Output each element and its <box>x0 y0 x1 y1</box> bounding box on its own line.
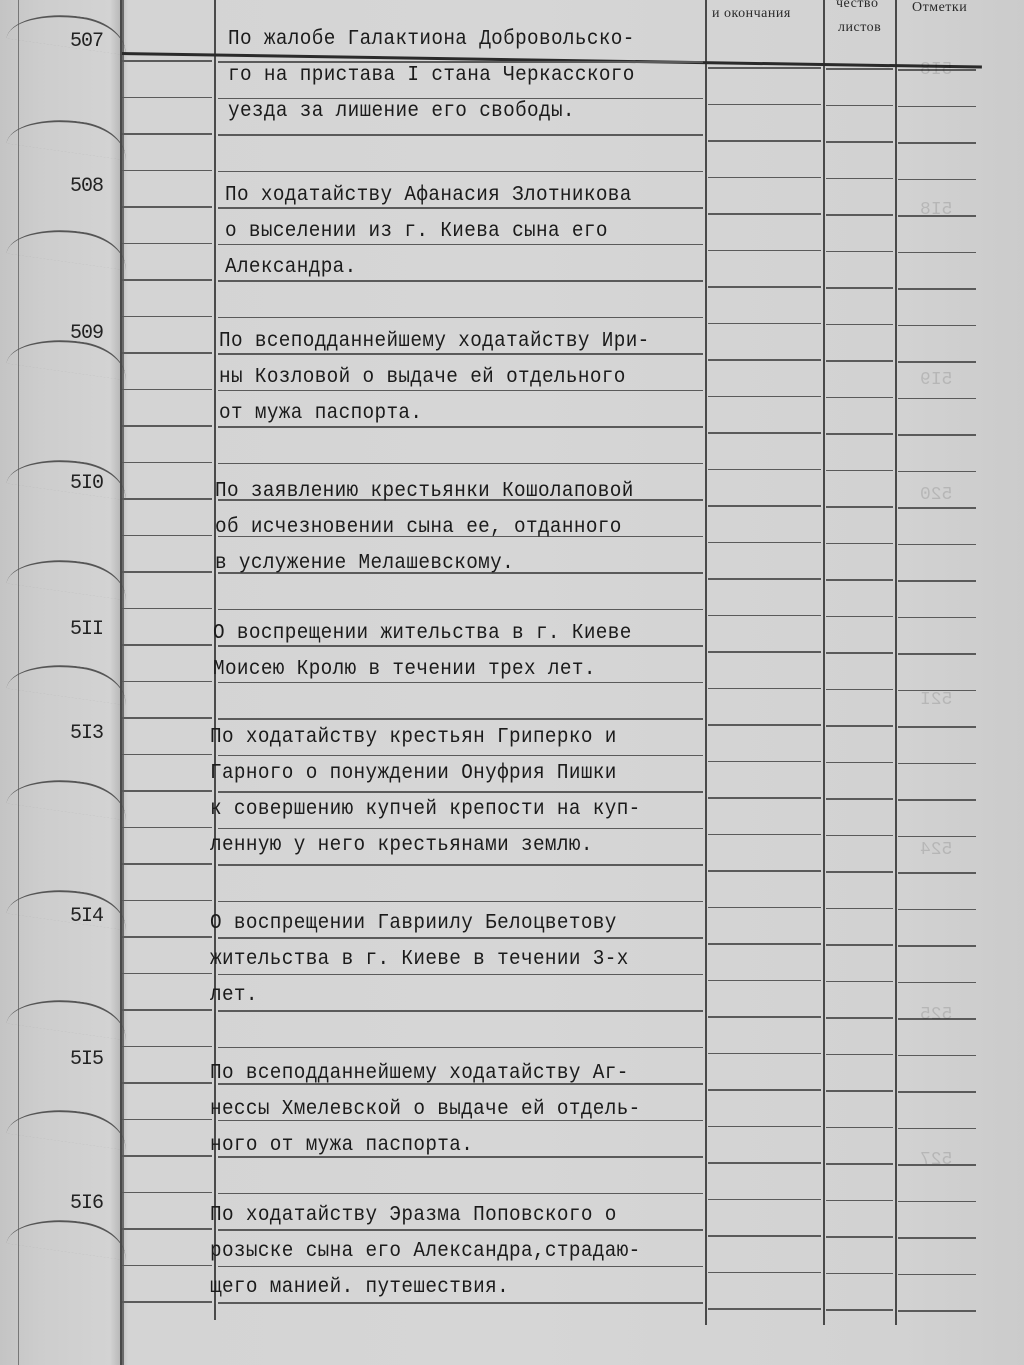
ruled-line <box>122 462 212 464</box>
bleed-through-number: 525 <box>920 1005 953 1025</box>
ruled-line <box>122 827 212 829</box>
ruled-line <box>826 1273 893 1275</box>
entry-line: ны Козловой о выдаче ей отдельного <box>219 366 626 389</box>
ruled-line <box>826 360 893 362</box>
column-rule-number-left <box>120 0 122 1365</box>
ruled-line <box>122 1119 212 1121</box>
ruled-line <box>826 1054 893 1056</box>
entry-line: лет. <box>210 984 258 1007</box>
ruled-line <box>826 1017 893 1019</box>
entry-510 <box>215 476 715 584</box>
ruled-line <box>826 798 893 800</box>
ruled-line <box>122 389 212 391</box>
ruled-line <box>122 279 212 281</box>
ruled-line <box>122 644 212 646</box>
left-leaf-curve <box>6 1212 129 1260</box>
bleed-through-number: 5I8 <box>920 200 953 220</box>
ruled-line <box>122 1228 212 1230</box>
entry-number: 507 <box>70 30 104 53</box>
column-rule-dates-right <box>823 0 825 1325</box>
entry-line: О воспрещении жительства в г. Киеве <box>213 622 632 645</box>
ruled-line <box>122 608 212 610</box>
ruled-line <box>708 615 821 617</box>
bleed-through-number: 524 <box>920 840 953 860</box>
ruled-line <box>826 433 893 435</box>
entry-509 <box>219 326 719 434</box>
bleed-through-number: 520 <box>920 485 953 505</box>
ruled-line <box>218 1193 703 1195</box>
ruled-line <box>826 1127 893 1129</box>
entry-line: нессы Хмелевской о выдаче ей отдель- <box>210 1098 641 1121</box>
entry-line: уезда за лишение его свободы. <box>228 100 575 123</box>
entry-516 <box>210 1200 710 1308</box>
bleed-through-number: 527 <box>920 1150 953 1170</box>
entry-511 <box>213 618 713 690</box>
ruled-line <box>826 543 893 545</box>
entry-line: По ходатайству Афанасия Злотникова <box>225 184 632 207</box>
entry-number: 508 <box>70 175 104 198</box>
ruled-line <box>898 945 976 947</box>
entry-line: к совершению купчей крепости на куп- <box>210 798 641 821</box>
entry-number: 5I4 <box>70 905 104 928</box>
left-leaf-curve <box>6 772 129 820</box>
ruled-line <box>898 799 976 801</box>
ruled-line <box>898 726 976 728</box>
entry-line: Александра. <box>225 256 357 279</box>
ruled-line <box>708 1016 821 1018</box>
entry-line: ного от мужа паспорта. <box>210 1134 474 1157</box>
ruled-line <box>708 688 821 690</box>
ruled-line <box>826 908 893 910</box>
ruled-line <box>826 1090 893 1092</box>
left-leaf-curve <box>6 882 129 930</box>
ruled-line <box>898 1310 976 1312</box>
ruled-line <box>826 1236 893 1238</box>
ruled-line <box>898 872 976 874</box>
ruled-line <box>826 725 893 727</box>
ruled-line <box>218 171 703 173</box>
ruled-line <box>122 1009 212 1011</box>
entry-507 <box>228 24 728 132</box>
ruled-line <box>122 681 212 683</box>
ruled-line <box>122 717 212 719</box>
ruled-line <box>708 907 821 909</box>
column-rule-sheets-right <box>895 0 897 1325</box>
ruled-line <box>708 724 821 726</box>
ruled-line <box>708 651 821 653</box>
ruled-line <box>826 506 893 508</box>
header-dates: и окончания <box>712 6 791 21</box>
entry-line: Моисею Кролю в течении трех лет. <box>213 658 596 681</box>
ruled-line <box>826 397 893 399</box>
ruled-line <box>826 287 893 289</box>
ruled-line <box>826 981 893 983</box>
ruled-line <box>826 689 893 691</box>
ruled-line <box>898 1091 976 1093</box>
entry-514 <box>210 908 710 1016</box>
ruled-line <box>898 653 976 655</box>
ruled-line <box>898 325 976 327</box>
ruled-line <box>122 1301 212 1303</box>
ruled-line <box>122 900 212 902</box>
ruled-line <box>122 206 212 208</box>
entry-line: об исчезновении сына ее, отданного <box>215 516 622 539</box>
entry-number: 5I6 <box>70 1192 104 1215</box>
bleed-through-number: 5I9 <box>920 370 953 390</box>
entry-line: По ходатайству Эразма Поповского о <box>210 1204 617 1227</box>
ruled-line <box>708 797 821 799</box>
entry-number: 5I5 <box>70 1048 104 1071</box>
header-notes: Отметки <box>912 0 968 15</box>
ruled-line <box>122 754 212 756</box>
ruled-line <box>826 579 893 581</box>
left-page-fold <box>0 0 124 1365</box>
ruled-line <box>826 871 893 873</box>
ruled-line <box>708 396 821 398</box>
ruled-line <box>122 571 212 573</box>
ruled-line <box>122 1192 212 1194</box>
ruled-line <box>898 982 976 984</box>
ruled-line <box>122 790 212 792</box>
entry-line: О воспрещении Гавриилу Белоцветову <box>210 912 617 935</box>
ruled-line <box>122 973 212 975</box>
ruled-line <box>898 1128 976 1130</box>
ruled-line <box>826 141 893 143</box>
header-sheets-1: чество <box>836 0 879 11</box>
ruled-line <box>122 1046 212 1048</box>
ruled-line <box>218 901 703 903</box>
ruled-line <box>826 214 893 216</box>
ruled-line <box>122 425 212 427</box>
left-leaf-curve <box>6 222 129 270</box>
ruled-line <box>218 609 703 611</box>
entry-line: от мужа паспорта. <box>219 402 423 425</box>
entry-line: щего манией. путешествия. <box>210 1276 510 1299</box>
ruled-line <box>122 316 212 318</box>
ruled-line <box>122 243 212 245</box>
ruled-line <box>898 142 976 144</box>
entry-508 <box>225 180 725 288</box>
ruled-line <box>826 616 893 618</box>
left-leaf-curve <box>6 1102 129 1150</box>
entry-line: го на пристава I стана Черкасского <box>228 64 635 87</box>
ruled-line <box>826 835 893 837</box>
ruled-line <box>898 398 976 400</box>
ruled-line <box>826 762 893 764</box>
ruled-line <box>122 936 212 938</box>
ruled-line <box>122 170 212 172</box>
entry-line: По всеподданнейшему ходатайству Аг- <box>210 1062 629 1085</box>
ruled-line <box>898 471 976 473</box>
ruled-line <box>826 652 893 654</box>
ruled-line <box>898 252 976 254</box>
ruled-line <box>898 544 976 546</box>
ruled-line <box>122 498 212 500</box>
ruled-line <box>898 361 976 363</box>
left-leaf-curve <box>6 332 129 380</box>
entry-line: жительства в г. Киеве в течении 3-х <box>210 948 629 971</box>
entry-line: По всеподданнейшему ходатайству Ири- <box>219 330 650 353</box>
ruled-line <box>898 1055 976 1057</box>
ruled-line <box>708 1235 821 1237</box>
ruled-line <box>218 1047 703 1049</box>
ruled-line <box>708 1053 821 1055</box>
entry-515 <box>210 1058 710 1166</box>
left-leaf-curve <box>6 657 129 705</box>
ruled-line <box>708 1272 821 1274</box>
ruled-line <box>122 1082 212 1084</box>
ruled-line <box>708 505 821 507</box>
ruled-line <box>708 542 821 544</box>
ruled-line <box>708 1162 821 1164</box>
ruled-line <box>708 177 821 179</box>
entry-line: ленную у него крестьянами землю. <box>210 834 593 857</box>
ruled-line <box>826 324 893 326</box>
left-leaf-curve <box>6 112 129 160</box>
ruled-line <box>826 68 893 70</box>
ruled-line <box>826 470 893 472</box>
ruled-line <box>122 352 212 354</box>
ruled-line <box>708 359 821 361</box>
ruled-line <box>708 761 821 763</box>
ruled-line <box>898 106 976 108</box>
ruled-line <box>708 834 821 836</box>
ruled-line <box>708 1089 821 1091</box>
entry-line: розыске сына его Александра,страдаю- <box>210 1240 641 1263</box>
ruled-line <box>708 1126 821 1128</box>
ruled-line <box>898 434 976 436</box>
ruled-line <box>122 535 212 537</box>
ruled-line <box>898 763 976 765</box>
ruled-line <box>898 1274 976 1276</box>
ruled-line <box>898 836 976 838</box>
entry-line: По ходатайству крестьян Гриперко и <box>210 726 617 749</box>
ruled-line <box>708 943 821 945</box>
ruled-line <box>898 1237 976 1239</box>
ruled-line <box>218 463 703 465</box>
entry-number: 5I3 <box>70 722 104 745</box>
left-leaf-curve <box>6 552 129 600</box>
entry-number: 509 <box>70 322 104 345</box>
ruled-line <box>826 178 893 180</box>
ruled-line <box>122 133 212 135</box>
left-leaf-curve <box>6 7 129 55</box>
bleed-through-number: 5I8 <box>920 60 953 80</box>
entry-line: Гарного о понуждении Онуфрия Пишки <box>210 762 617 785</box>
ruled-line <box>826 1163 893 1165</box>
ruled-line <box>708 980 821 982</box>
ruled-line <box>708 140 821 142</box>
left-leaf-curve <box>6 992 129 1040</box>
ruled-line <box>218 317 703 319</box>
header-sheets-2: листов <box>838 20 882 35</box>
ruled-line <box>122 1265 212 1267</box>
ruled-line <box>708 432 821 434</box>
ruled-line <box>708 870 821 872</box>
bleed-through-number: 52I <box>920 690 953 710</box>
entry-number: 5II <box>70 618 104 641</box>
ruled-line <box>826 1200 893 1202</box>
ruled-line <box>708 469 821 471</box>
entry-line: По жалобе Галактиона Добровольско- <box>228 28 635 51</box>
ruled-line <box>898 909 976 911</box>
ruled-line <box>218 718 703 720</box>
ruled-line <box>898 580 976 582</box>
ruled-line <box>708 1199 821 1201</box>
ruled-line <box>898 179 976 181</box>
entry-513 <box>210 722 710 866</box>
left-leaf-curve <box>6 452 129 500</box>
ruled-line <box>826 944 893 946</box>
entry-line: о выселении из г. Киева сына его <box>225 220 608 243</box>
ruled-line <box>708 323 821 325</box>
ruled-line <box>708 1308 821 1310</box>
ruled-line <box>898 507 976 509</box>
ruled-line <box>826 251 893 253</box>
ruled-line <box>708 578 821 580</box>
ruled-line <box>218 134 703 136</box>
ruled-line <box>826 105 893 107</box>
ruled-line <box>122 863 212 865</box>
ruled-line <box>122 60 212 62</box>
ruled-line <box>898 288 976 290</box>
ruled-line <box>898 617 976 619</box>
entry-line: в услужение Мелашевскому. <box>215 552 515 575</box>
ruled-line <box>122 97 212 99</box>
entry-number: 5I0 <box>70 472 104 495</box>
entry-line: По заявлению крестьянки Кошолаповой <box>215 480 634 503</box>
ruled-line <box>826 1309 893 1311</box>
ruled-line <box>898 1201 976 1203</box>
ruled-line <box>122 1155 212 1157</box>
